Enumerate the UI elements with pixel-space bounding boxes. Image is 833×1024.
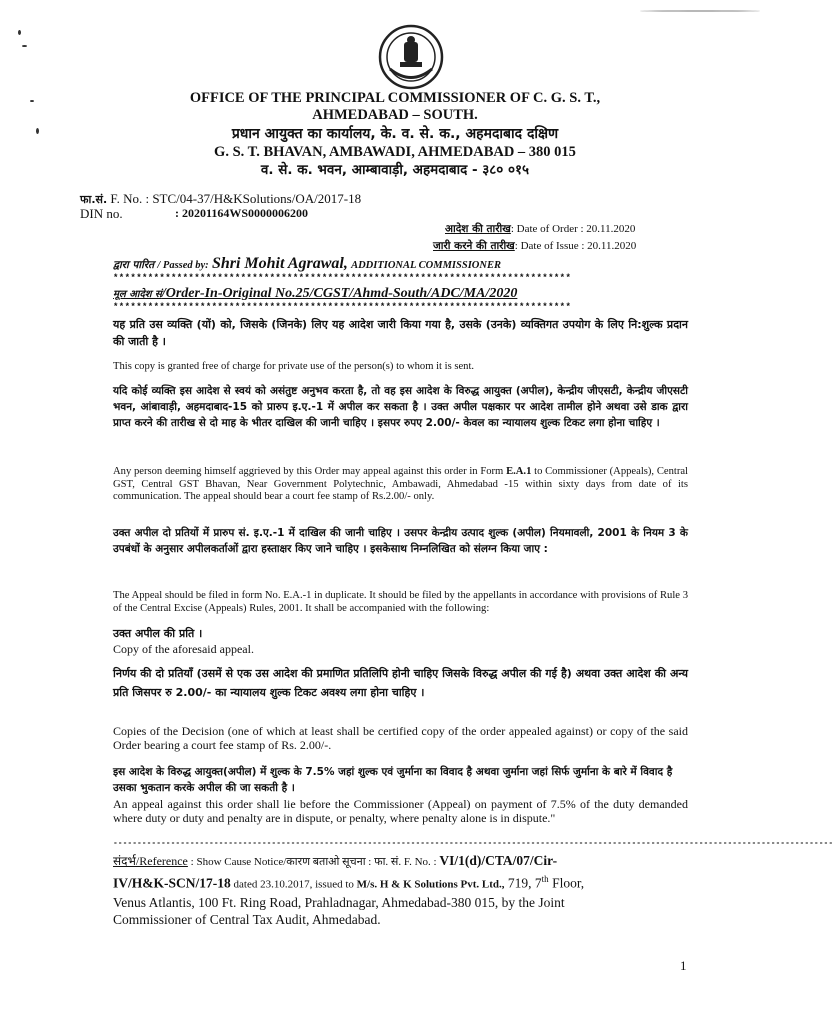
reference-dated: dated 23.10.2017, issued to	[230, 878, 357, 891]
reference-line3: Venus Atlantis, 100 Ft. Ring Road, Prahladnagar, Ahmedabad-380 015, by the Joint	[113, 894, 565, 910]
paragraph-decision-copies: Copies of the Decision (one of which at least shall be certified copy of the order appealed against) or copy of the said Order bearing a court fee stamp of Rs. 2.00/-.	[113, 724, 688, 752]
reference-scn-text: : Show Cause Notice/कारण बताओ सूचना : फा. सं. F. No. :	[187, 856, 440, 868]
officer-name: Shri Mohit Agrawal,	[211, 255, 348, 272]
passed-by-hindi: द्वारा पारित	[113, 259, 155, 271]
reference-scn-number-part1: VI/1(d)/CTA/07/Cir-	[439, 853, 558, 868]
reference-label: संदर्भ/Reference	[113, 854, 188, 868]
paragraph-appeal	[113, 466, 688, 504]
dash-divider: ------------------------------------------------------------------------------------------------------------------------------------------------------	[113, 839, 833, 848]
din-value: : 20201164WS0000006200	[175, 206, 309, 220]
scan-speck	[18, 30, 21, 35]
officer-designation: ADDITIONAL COMMISSIONER	[351, 260, 501, 271]
form-ea1: E.A.1	[506, 466, 532, 477]
date-of-issue-hindi: जारी करने की तारीख	[433, 240, 515, 252]
reference-superscript: th	[541, 874, 549, 884]
order-number	[113, 285, 517, 302]
file-number-label-hindi: फा.सं.	[80, 193, 108, 206]
paragraph-duplicate: The Appeal should be filed in form No. E.A.-1 in duplicate. It should be filed by the appellants in accordance with provisions of Rule 3 of the Central Excise (Appeals) Rules, 2001. It shall be accompanied with the following:	[113, 590, 688, 614]
reference-line1	[113, 852, 703, 871]
din-label: DIN no.	[80, 206, 123, 221]
date-of-order-hindi: आदेश की तारीख	[445, 223, 511, 235]
office-title-line1: OFFICE OF THE PRINCIPAL COMMISSIONER OF C. G. S. T.,	[189, 90, 601, 106]
reference-line4: Commissioner of Central Tax Audit, Ahmedabad.	[113, 911, 381, 927]
date-of-order-value: : Date of Order : 20.11.2020	[510, 223, 636, 235]
hindi-paragraph-appeal: यदि कोई व्यक्ति इस आदेश से स्वयं को असंतुष्ट अनुभव करता है, तो वह इस आदेश के विरुद्ध आयुक्त (अपील), केन्द्रीय जीएसटी, केन्द्रीय जीएसटी भवन, आंबावाड़ी, अहमदाबाद-15 को प्रारुप इ.ए.-1 में अपील कर सकता है । उक्त अपील पक्षकार पर आदेश तामील होने अथवा उसे डाक द्वारा प्राप्त करने की तारीख से दो माह के भीतर दाखिल की जानी चाहिए । इसपर रुपए 2.00/- केवल का न्यायालय शुल्क टिकट लगा होना चाहिए ।	[113, 385, 688, 429]
office-title-hindi: प्रधान आयुक्त का कार्यालय, के. व. से. क., अहमदाबाद दक्षिण	[231, 126, 559, 142]
order-number-hindi: मूल आदेश सं	[113, 289, 162, 300]
date-of-order	[445, 222, 635, 236]
cbic-emblem	[378, 24, 444, 90]
hindi-paragraph-duplicate: उक्त अपील दो प्रतियों में प्रारुप सं. इ.ए.-1 में दाखिल की जानी चाहिए । उसपर केन्द्रीय उत्पाद शुल्क (अपील) नियमावली, 2001 के नियम 3 के उपबंधों के अनुसार अपीलकर्ताओं द्वारा हस्ताक्षर किए जाने चाहिए । इसकेसाथ निम्नलिखित को संलग्न किया जाए :	[113, 527, 688, 555]
file-number-value: STC/04-37/H&KSolutions/OA/2017-18	[152, 191, 362, 206]
passed-by	[113, 255, 501, 273]
hindi-copy-of-appeal: उक्त अपील की प्रति ।	[113, 627, 203, 640]
date-of-issue	[433, 239, 636, 253]
office-title-line2: AHMEDABAD – SOUTH.	[312, 107, 478, 123]
reference-company: M/s. H & K Solutions Pvt. Ltd.,	[356, 878, 505, 891]
order-number-text: /Order-In-Original No.25/CGST/Ahmd-South/ADC/MA/2020	[161, 286, 518, 301]
hindi-paragraph-pre-deposit: इस आदेश के विरुद्ध आयुक्त(अपील) में शुल्क के 7.5% जहां शुल्क एवं जुर्माना का विवाद है अथवा जुर्माना जहां सिर्फ जुर्माना के बारे में विवाद है उसका भुकतान करके अपील की जा सकती है ।	[113, 766, 673, 794]
reference-scn-number-part2: IV/H&K-SCN/17-18	[113, 875, 231, 891]
copy-of-appeal: Copy of the aforesaid appeal.	[113, 642, 254, 656]
office-address: G. S. T. BHAVAN, AMBAWADI, AHMEDABAD – 380 015	[214, 144, 576, 160]
paragraph-appeal-part2: to Commissioner (Appeals), Central GST, Central GST Bhavan, Near Government Polytechnic, Ambawadi, Ahmedabad -15 within sixty days from date of its communication. The appeal should bear a court fee stamp of Rs.2.00/- only.	[113, 466, 688, 502]
hindi-paragraph-decision-copies: निर्णय की दो प्रतियाँ (उसमें से एक उस आदेश की प्रमाणित प्रतिलिपि होनी चाहिए जिसके विरुद्ध अपील की गई है) अथवा उक्त आदेश की अन्य प्रति जिसपर रु 2.00/- का न्यायालय शुल्क टिकट अवश्य लगा होना चाहिए ।	[113, 667, 688, 699]
file-number	[80, 191, 361, 207]
scan-speck	[22, 45, 27, 47]
office-address-hindi: व. से. क. भवन, आम्बावाड़ी, अहमदाबाद - ३८० ०१५	[260, 162, 530, 178]
date-of-issue-value: : Date of Issue : 20.11.2020	[514, 240, 637, 252]
star-divider: *******************************************************************************	[113, 273, 572, 283]
star-divider: *******************************************************************************	[113, 302, 572, 312]
reference-paragraph	[113, 852, 703, 928]
file-number-label: F. No. :	[110, 191, 150, 206]
hindi-paragraph-free-copy: यह प्रति उस व्यक्ति (यों) को, जिसके (जिनके) लिए यह आदेश जारी किया गया है, उसके (उनके) व्यक्तिगत उपयोग के लिए नि:शुल्क प्रदान की जाती है ।	[113, 318, 688, 348]
reference-address-floor: Floor,	[548, 875, 585, 891]
page-number: 1	[680, 958, 687, 973]
paragraph-appeal-part1: Any person deeming himself aggrieved by this Order may appeal against this order in Form	[113, 466, 507, 477]
passed-by-label: / Passed by:	[157, 260, 209, 271]
reference-address-start: 719, 7	[504, 875, 542, 891]
paragraph-pre-deposit: An appeal against this order shall lie before the Commissioner (Appeal) on payment of 7.5% of the duty demanded where duty or duty and penalty are in dispute, or penalty, where penalty alone is in dispute."	[113, 797, 688, 825]
scan-speck	[640, 10, 760, 12]
reference-line2	[113, 871, 703, 894]
paragraph-free-copy: This copy is granted free of charge for private use of the person(s) to whom it is sent.	[113, 361, 475, 372]
